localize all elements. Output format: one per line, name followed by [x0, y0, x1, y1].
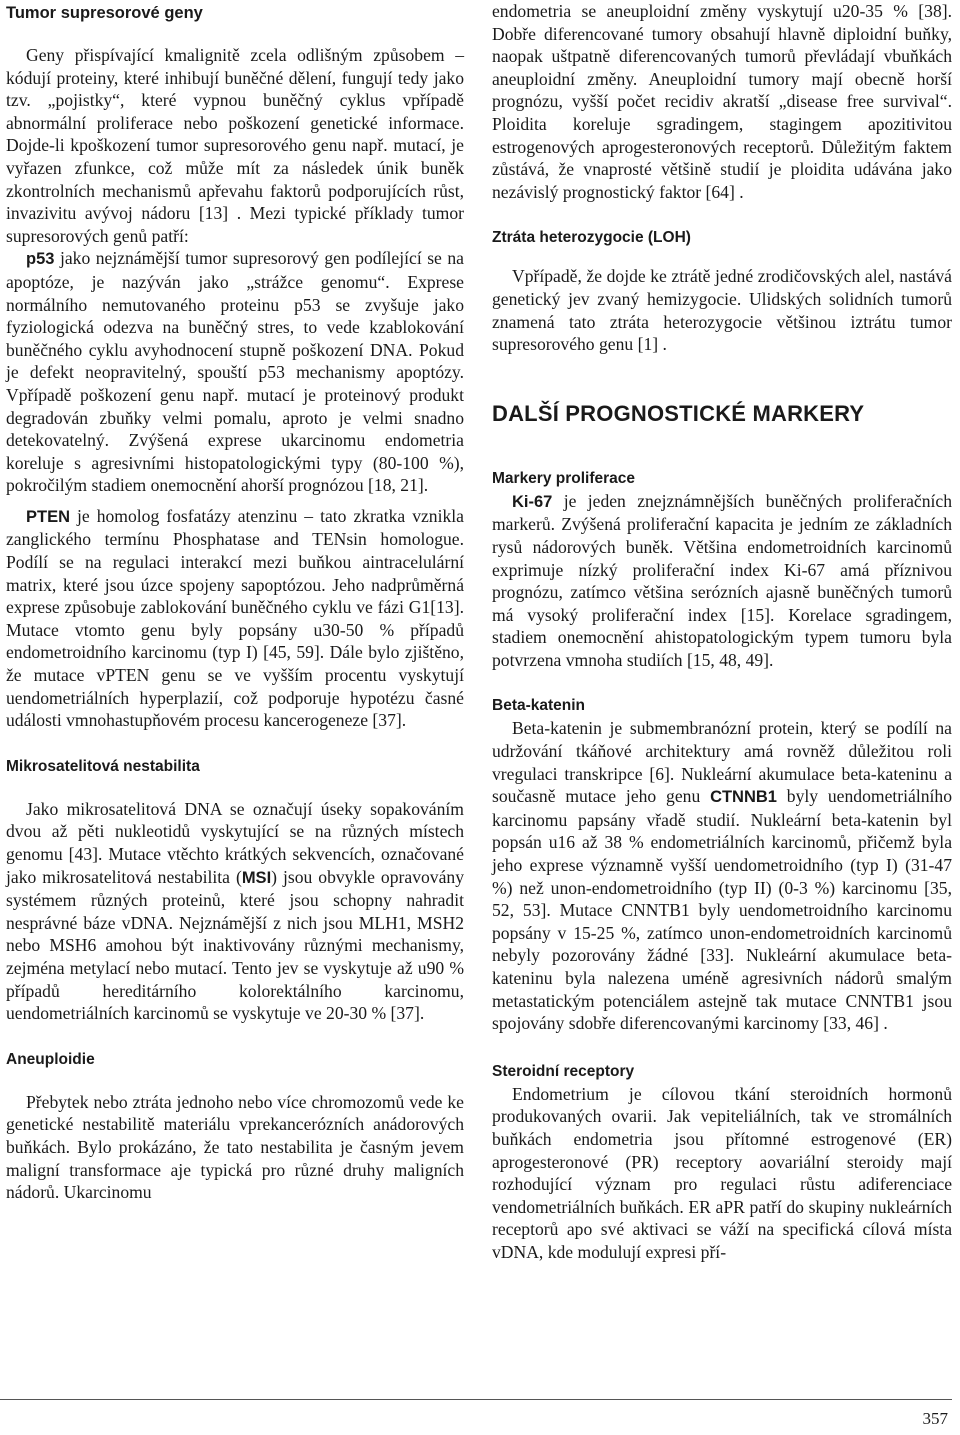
paragraph-msi — [6, 798, 464, 1025]
paragraph-tumor-supresory: Geny přispívající kmalignitě zcela odlišným způsobem – kódují proteiny, které inhibují buněčné dělení, fungují tedy jako tzv. „pojistky“, které vypnou buněčný cyklus vpřípadě abnormální proliferace nebo poškození genetické informace. Dojde-li kpoškození tumor supresorového genu např. mutací, je vyřazen zfunkce, což může mít za následek únik buněk zkontrolních mechanismů apřevahu faktorů podporujících růst, invazivitu avývoj nádoru [13] . Mezi typické příklady tumor supresorových genů patří: — [6, 45, 464, 246]
beta-text-1: Beta-katenin je submembranózní protein, který se podílí na udržování tkáňové architektury amá rovněž důležitou roli vregulaci transkripce [6]. Nukleární akumulace beta-kateninu a současně mutace jeho genu — [492, 718, 952, 807]
term-p53: p53 — [26, 250, 55, 269]
paragraph-p53 — [6, 247, 464, 497]
paragraph-beta-katenin — [492, 717, 952, 1034]
paragraph-ki67 — [492, 490, 952, 672]
right-column — [492, 0, 952, 1264]
beta-text-2: byly uendometriálního karcinomu papsány vřadě studií. Nukleární beta-katenin byl popsán u16 až 38 % endometriálních karcinomů, přičemž byla jeho exprese významně vyšší uendometroidního (typ I) (31-47 %) než unon-endometroidního (typ II) (0-3 %) karcinomu [35, 52, 53]. Mutace CNNTB1 byly uendometroidního karcinomu popsány v 15-25 %, zatímco unon-endometroidních karcinomů nebyly pozorovány žádné [33]. Nukleární akumulace beta-kateninu byla nalezena uméně agresivních nádorů smalým metastatickým potenciálem astejně tak mutace CNNTB1 jsou spojovány sdobře diferencovanými karcinomy [33, 46] . — [492, 786, 952, 1034]
heading-aneuploidie: Aneuploidie — [6, 1050, 95, 1068]
heading-markery-proliferace: Markery proliferace — [492, 469, 636, 487]
page-number: 357 — [922, 1409, 948, 1428]
msi-text-2: ) jsou obvykle opravovány systémem různých proteinů, které jsou schopny nahradit nesprávné báze vDNA. Nejznámější z nich jsou MLH1, MSH2 nebo MSH6 amohou být inaktivovány různými mechanismy, zejména metylací nebo mutací. Tento jev se vyskytuje až u90 % případů hereditárního kolorektálního karcinomu, uendometriálních karcinomů se vyskytuje ve 20-30 % [37]. — [6, 866, 464, 1024]
heading-mikrosatelitova-nestabilita: Mikrosatelitová nestabilita — [6, 757, 200, 775]
term-ctnnb1: CTNNB1 — [710, 788, 777, 807]
p53-text: jako nejznámější tumor supresorový gen podílející se na apoptóze, je nazýván jako „strážce genomu“. Exprese normálního nemutovaného proteinu p53 se zvyšuje jako fyziologická odezva na buněčný stres, to vede kzablokování buněčného cyklu avyhodnocení stupně poškození DNA. Pokud je defekt neopravitelný, spouští p53 mechanismy apoptózy. Vpřípadě poškození genu např. mutací je proteinový produkt degradován zbuňky velmi pomalu, aproto je velmi snadno detekovatelný. Zvýšená exprese ukarcinomu endometria koreluje s agresivními histopatologickými typy (80-100 %), pokročilým stadiem onemocnění ahorší prognózou [18, 21]. — [6, 248, 464, 496]
heading-tumor-supresorove-geny: Tumor supresorové geny — [6, 4, 203, 22]
paragraph-aneuploidie: Přebytek nebo ztráta jednoho nebo více chromozomů vede ke genetické nestabilitě materiálu vprekancerózních anádorových buňkách. Bylo prokázáno, že tato nestabilita je časným jevem maligní transformace aje typická pro různé druhy maligních nádorů. Ukarcinomu — [6, 1091, 464, 1203]
pten-text: je homolog fosfatázy atenzinu – tato zkratka vznikla zanglického termínu Phosphatase and TENsin homologue. Podílí se na regulaci interakcí mezi buňkou aintracelulární matrix, které jsou úzce spojeny sapoptózou. Jeho nadprůměrná exprese způsobuje zablokování buněčného cyklu ve fázi G1[13]. Mutace vtomto genu byly popsány u30-50 % případů endometroidního karcinomu (typ I) [45, 59]. Dále bylo zjištěno, že mutace vPTEN genu se ve vyšším procentu vyskytují uendometriálních hyperplazií, což podporuje hypotézu časné události vmnohastupňovém procesu kancerogeneze [37]. — [6, 505, 464, 731]
paragraph-loh: Vpřípadě, že dojde ke ztrátě jedné zrodičovských alel, nastává genetický jev zvaný hemizygocie. Ulidských solidních tumorů znamená tato ztráta heterozygocie většinou iztrátu tumor supresorového genu [1] . — [492, 266, 952, 355]
left-column — [6, 0, 464, 1204]
term-pten: PTEN — [26, 507, 71, 526]
paragraph-pten — [6, 505, 464, 732]
ki67-text: je jeden znejznámnějších buněčných proliferačních markerů. Zvýšená proliferační kapacita je jedním ze základních rysů nádorových buněk. Většina endometroidních karcinomů exprimuje nízký proliferační index Ki-67 amá příznivou prognózu, zatímco většina serózních ajasně buněčných tumorů má vysoký proliferační index [15]. Korelace sgradingem, stadiem onemocnění ahistopatologickým typem tumoru byla potvrzena vmnoha studiích [15, 48, 49]. — [492, 490, 952, 670]
heading-steroidni-receptory: Steroidní receptory — [492, 1062, 635, 1080]
heading-beta-katenin: Beta-katenin — [492, 697, 586, 715]
term-ki67: Ki-67 — [512, 492, 553, 511]
paragraph-steroidni-receptory: Endometrium je cílovou tkání steroidních hormonů produkovaných ovarii. Jak vepiteliálních, tak ve stromálních buňkách endometria jsou přítomné estrogenové (ER) aprogesteronové (PR) receptory aovariální steroidy mají rozhodující význam pro regulaci růstu adiferenciace vendometriálních buňkách. ER aPR patří do skupiny nukleárních receptorů apo své aktivaci se váží na specifická cílová místa vDNA, kde modulují expresi pří- — [492, 1083, 952, 1262]
term-msi: MSI — [241, 868, 272, 887]
paragraph-aneuploidie-continued: endometria se aneuploidní změny vyskytují u20-35 % [38]. Dobře diferencované tumory obsahují hlavně diploidní buňky, naopak uštpatně diferencovaných tumorů převládají vbuňkách aneuploidní změny. Aneuploidní tumory mají obecně horší prognózu, vyšší počet recidiv akratší „disease free survival“. Ploidita koreluje sgradingem, stagingem apozitivitou estrogenových aprogesteronových receptorů. Důležitým faktem zůstává, že vnaprosté většině studií je ploidita udávána jako nezávislý prognostický faktor [64] . — [492, 1, 952, 202]
msi-text-1: Jako mikrosatelitová DNA se označují úseky sopakováním dvou až pěti nukleotidů vyskytující se na různých místech genomu [43]. Mutace vtěchto krátkých sekvencích, označované jako mikrosatelitová nestabilita ( — [6, 798, 464, 887]
heading-ztrata-heterozygocie: Ztráta heterozygocie (LOH) — [492, 229, 691, 247]
footer-rule — [0, 1399, 952, 1400]
heading-dalsi-prognosticke-markery: DALŠÍ PROGNOSTICKÉ MARKERY — [492, 400, 865, 426]
